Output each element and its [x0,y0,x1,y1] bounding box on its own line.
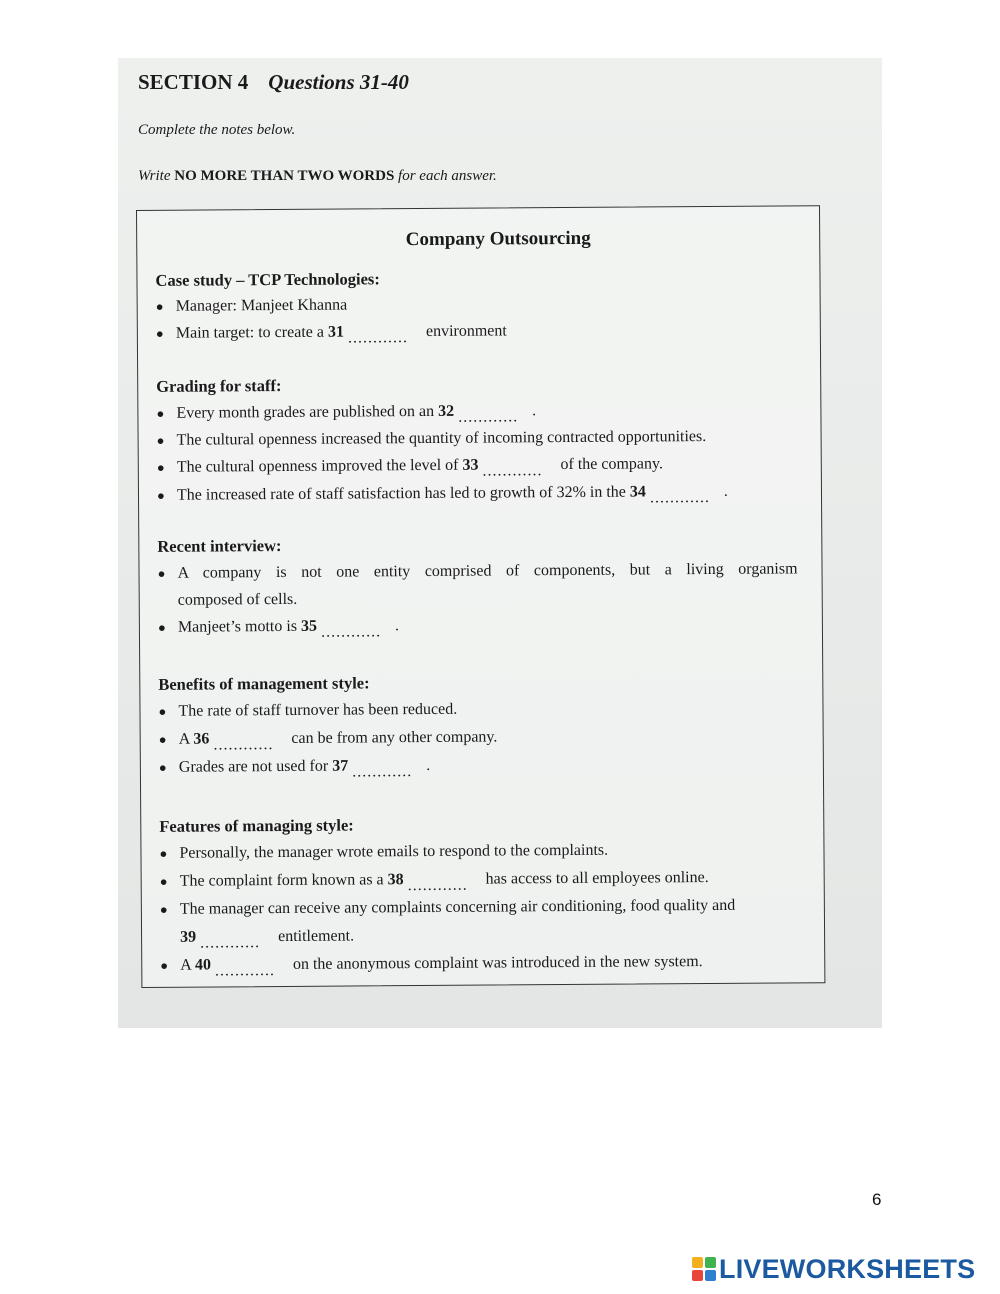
item-text: Every month grades are published on an [176,402,439,422]
case-study-heading: Case study – TCP Technologies: [155,269,380,290]
item-text: Manager: Manjeet Khanna [175,296,348,315]
question-number-35: 35 [300,617,318,635]
answer-blank-31[interactable]: ............ [347,329,409,347]
item-text: The increased rate of staff satisfaction has led to growth of 32% in the [176,483,630,504]
item-text: The complaint form known as a [179,871,388,890]
question-number-31: 31 [327,323,344,341]
worksheet-photo [118,58,882,1028]
question-number-33: 33 [462,456,479,474]
brand-name: LIVEWORKSHEETS [719,1253,976,1284]
item-text: The rate of staff turnover has been reduced. [178,700,458,720]
section-heading [138,70,409,95]
question-number-39: 39 [180,928,197,946]
bullet-icon: ● [159,901,168,917]
list-item [159,757,430,783]
list-item [158,701,457,721]
item-text: . [426,756,431,774]
answer-blank-33[interactable]: ............ [482,462,543,480]
question-number-40: 40 [194,956,212,974]
bullet-icon: ● [156,487,165,503]
page-number: 6 [872,1190,882,1209]
answer-blank-40[interactable]: ............ [214,962,276,980]
question-number-37: 37 [332,757,349,775]
list-item [157,455,663,483]
answer-blank-38[interactable]: ............ [407,876,468,895]
item-text: can be from any other company. [287,728,498,747]
instruction-pre: Write [138,168,175,184]
logo-square-icon [692,1257,703,1268]
list-item-continuation: composed of cells. [177,590,298,609]
answer-blank-34[interactable]: ............ [649,489,710,507]
instruction-word-limit [138,168,497,185]
item-text: Main target: to create a [175,323,328,342]
list-item [157,560,797,582]
question-number-36: 36 [193,730,210,748]
item-text: has access to all employees online. [481,869,709,888]
bullet-icon: ● [157,619,166,635]
list-item [156,402,536,429]
instruction-bold: NO MORE THAN TWO WORDS [174,168,395,184]
bullet-icon: ● [159,873,168,889]
bullet-icon: ● [155,325,164,341]
bullet-icon: ● [159,845,168,861]
bullet-icon: ● [158,731,167,747]
item-text: . [394,617,400,635]
notes-box [136,205,825,988]
item-text: A [180,956,196,974]
list-item [156,297,348,316]
list-item [158,617,399,643]
bullet-icon: ● [157,565,166,581]
question-number-32: 32 [438,402,455,420]
list-item [159,728,498,754]
item-text: on the anonymous complaint was introduced in the new system. [288,953,703,973]
bullet-icon: ● [155,298,164,314]
notes-title: Company Outsourcing [405,227,591,251]
list-item [160,869,709,897]
list-item [156,322,507,348]
instruction-post: for each answer. [394,168,497,184]
answer-blank-35[interactable]: ............ [321,623,382,641]
item-text: environment [421,322,507,341]
logo-square-icon [692,1270,703,1281]
item-text: The manager can receive any complaints concerning air conditioning, food quality and [179,896,736,918]
logo-square-icon [705,1270,716,1281]
grading-heading: Grading for staff: [156,375,282,396]
bullet-icon: ● [158,759,167,775]
item-text: The cultural openness improved the level of [176,456,463,476]
liveworksheets-logo-icon [692,1257,716,1281]
question-range: Questions 31-40 [268,70,409,94]
bullet-icon: ● [156,459,165,475]
instruction-complete: Complete the notes below. [138,122,296,138]
answer-blank-37[interactable]: ............ [352,763,413,781]
item-text: . [723,482,728,500]
logo-square-icon [705,1257,716,1268]
list-item [160,897,735,919]
features-heading: Features of managing style: [159,815,354,836]
answer-blank-39[interactable]: ............ [200,934,261,952]
question-number-38: 38 [387,871,404,889]
list-item [159,842,608,863]
item-text: Grades are not used for [178,757,333,776]
item-text: of the company. [556,455,664,474]
item-text: A [178,730,194,748]
item-text: Manjeet’s motto is [177,617,302,636]
bullet-icon: ● [158,703,167,719]
bullet-icon: ● [160,957,169,973]
question-number-34: 34 [629,483,646,501]
item-text: . [532,402,537,420]
item-text: entitlement. [274,927,355,946]
item-text: Personally, the manager wrote emails to respond to the complaints. [179,841,609,862]
benefits-heading: Benefits of management style: [158,673,370,694]
answer-blank-36[interactable]: ............ [213,736,274,754]
section-label: SECTION 4 [138,70,249,94]
liveworksheets-logo[interactable] [692,1254,975,1284]
bullet-icon: ● [156,432,165,448]
list-item-continuation [160,927,354,952]
answer-blank-32[interactable]: ............ [458,408,519,426]
bullet-icon: ● [156,405,165,421]
list-item [160,953,703,981]
interview-heading: Recent interview: [157,535,282,556]
list-item [157,483,728,511]
item-text: A company is not one entity comprised of components, but a living organism [177,560,798,582]
list-item [157,428,707,450]
item-text: The cultural openness increased the quantity of incoming contracted opportunities. [176,428,707,449]
